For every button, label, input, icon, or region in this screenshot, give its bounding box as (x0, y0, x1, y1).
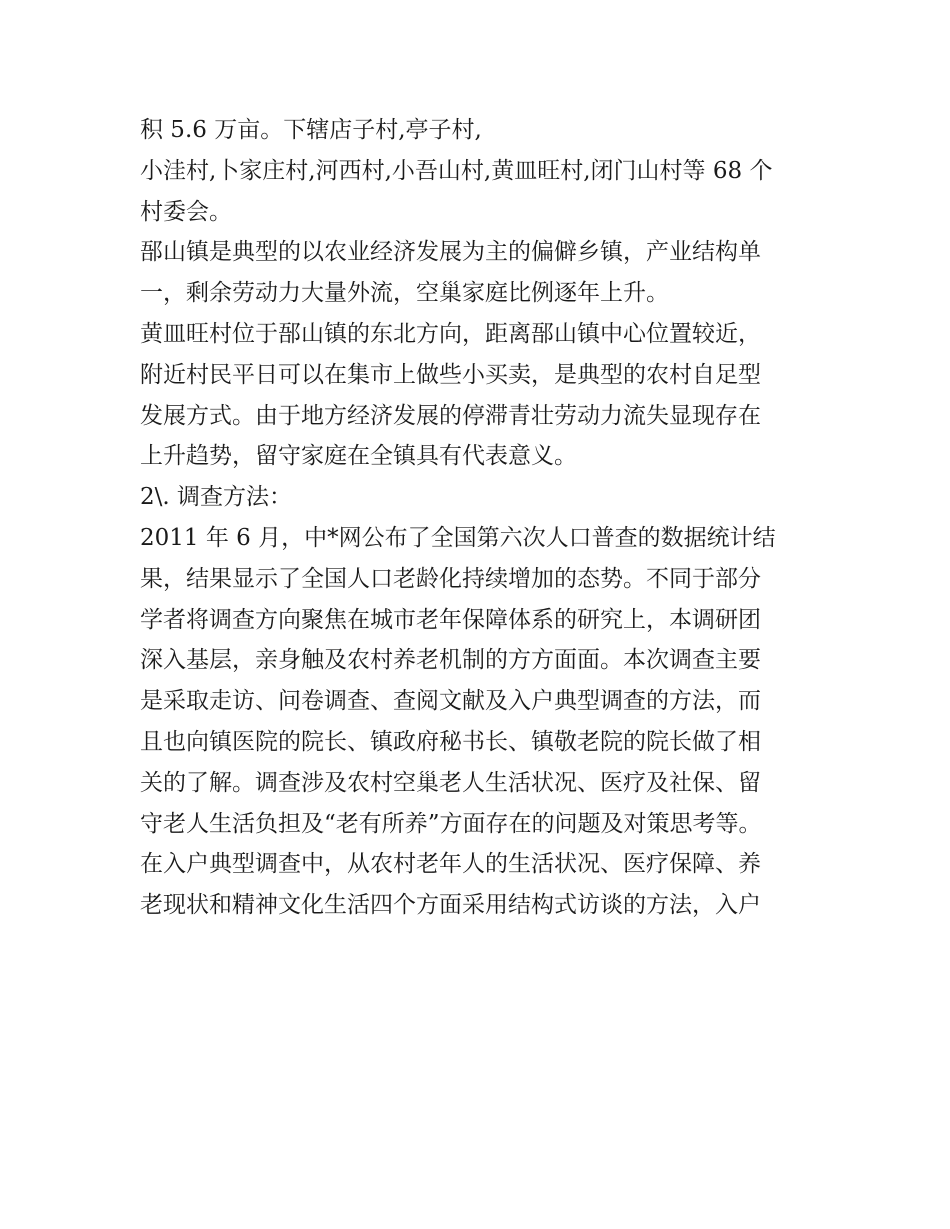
text-line: 深入基层，亲身触及农村养老机制的方方面面。本次调查主要 (140, 647, 761, 674)
text-line: 在入户典型调查中，从农村老年人的生活状况、医疗保障、养 (140, 851, 761, 878)
text-line: 上升趋势，留守家庭在全镇具有代表意义。 (140, 443, 577, 470)
text-line: 一，剩余劳动力大量外流，空巢家庭比例逐年上升。 (140, 280, 669, 307)
text-line: 发展方式。由于地方经济发展的停滞青壮劳动力流失显现存在 (140, 402, 761, 429)
text-line: 是采取走访、问卷调查、查阅文献及入户典型调查的方法，而 (140, 688, 761, 715)
body-text (140, 110, 820, 926)
text-line: 黄皿旺村位于郚山镇的东北方向，距离郚山镇中心位置较近， (140, 320, 761, 347)
text-line: 积 5.6 万亩。下辖店子村,亭子村, (140, 117, 482, 143)
section-heading: 2\. 调查方法： (140, 484, 293, 511)
text-line: 果，结果显示了全国人口老龄化持续增加的态势。不同于部分 (140, 565, 761, 592)
text-line: 守老人生活负担及“老有所养”方面存在的问题及对策思考等。 (140, 810, 762, 837)
text-line: 郚山镇是典型的以农业经济发展为主的偏僻乡镇，产业结构单 (140, 239, 761, 266)
text-line: 小洼村,卜家庄村,河西村,小吾山村,黄皿旺村,闭门山村等 68 个 (140, 157, 773, 184)
text-line: 附近村民平日可以在集市上做些小买卖，是典型的农村自足型 (140, 361, 761, 388)
text-line: 学者将调查方向聚焦在城市老年保障体系的研究上，本调研团 (140, 606, 761, 633)
text-line: 老现状和精神文化生活四个方面采用结构式访谈的方法，入户 (140, 892, 761, 919)
text-line: 且也向镇医院的院长、镇政府秘书长、镇敬老院的院长做了相 (140, 728, 761, 755)
text-line: 2011 年 6 月，中*网公布了全国第六次人口普查的数据统计结 (140, 524, 776, 551)
text-line: 村委会。 (140, 198, 232, 225)
text-line: 关的了解。调查涉及农村空巢老人生活状况、医疗及社保、留 (140, 769, 761, 796)
